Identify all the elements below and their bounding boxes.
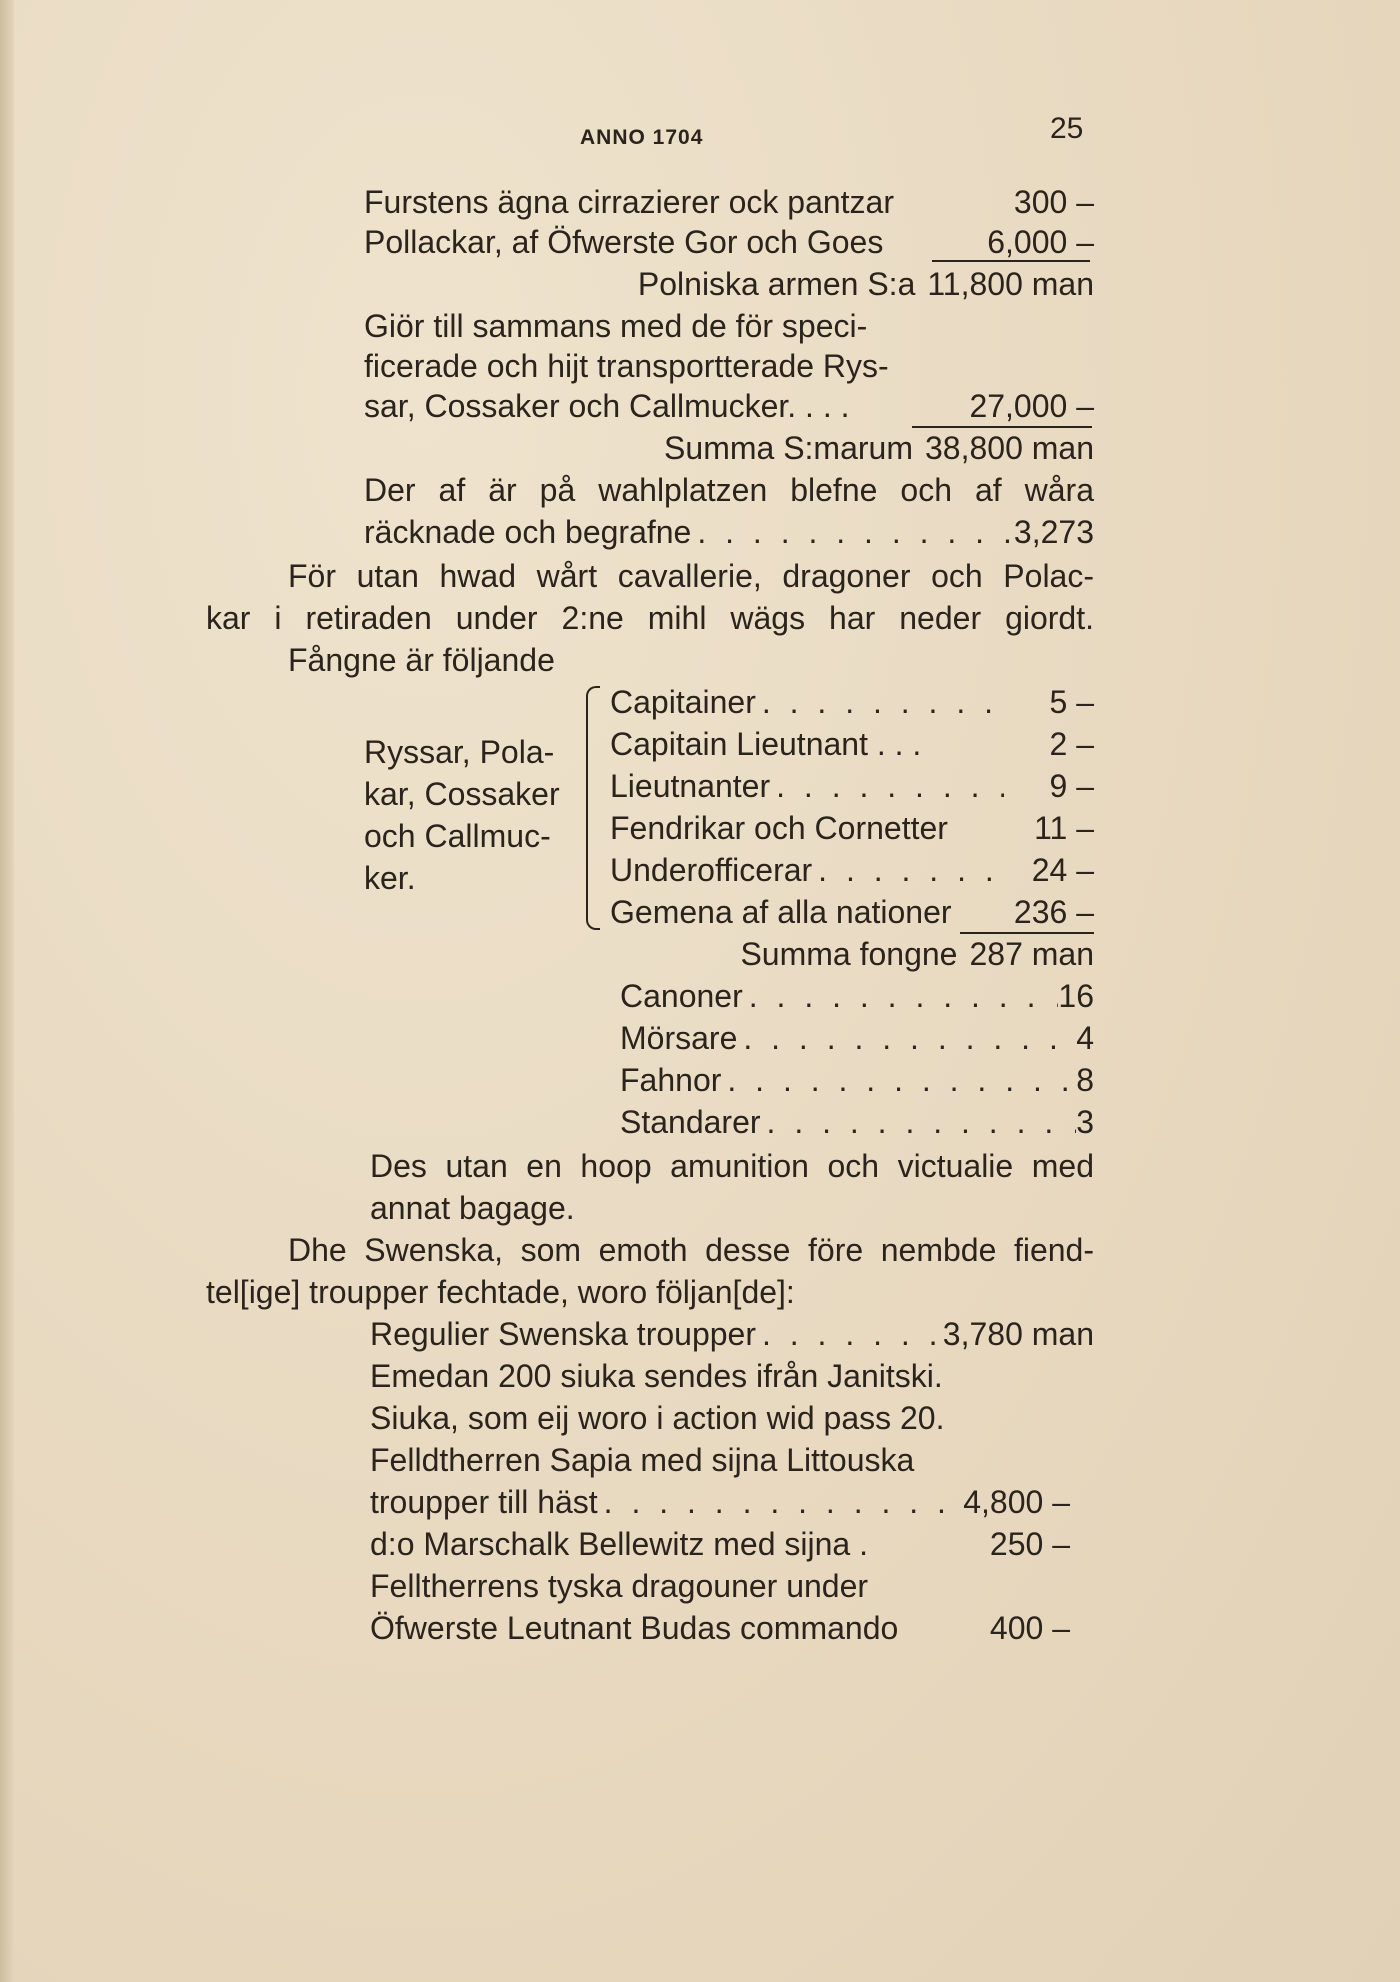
text-line: ficerade och hijt transportterade Rys- xyxy=(364,348,889,384)
text-line: annat bagage. xyxy=(370,1190,575,1226)
text-line: Felldtherren Sapia med sijna Littouska xyxy=(370,1442,915,1478)
group-label-line: kar, Cossaker xyxy=(364,776,560,812)
group-label-line: Ryssar, Pola- xyxy=(364,734,555,770)
page-spine-shadow xyxy=(0,0,14,1982)
prisoners-intro: Fångne är följande xyxy=(288,642,555,678)
group-label-line: ker. xyxy=(364,860,416,896)
captured-row: Canoner . . . 16 xyxy=(620,976,1094,1016)
prisoner-row: Capitainer . . . 5 – xyxy=(610,682,1094,722)
captured-row: Standarer . . . 3 xyxy=(620,1102,1094,1142)
text-line: Dhe Swenska, som emoth desse före nembde fiend- xyxy=(288,1232,1094,1268)
swedish-row: Öfwerste Leutnant Budas commando 400 – xyxy=(370,1610,1070,1646)
russian-row: sar, Cossaker och Callmucker. . . . 27,000 – xyxy=(364,388,1094,424)
polish-total-row: Polniska armen S:a 11,800 man xyxy=(637,266,1094,302)
group-brace xyxy=(586,686,600,930)
swedish-row: troupper till häst . . . 4,800 – xyxy=(370,1482,1070,1522)
group-label-line: och Callmuc- xyxy=(364,818,551,854)
captured-row: Mörsare . . . 4 xyxy=(620,1018,1094,1058)
text-line: Emedan 200 siuka sendes ifrån Janitski. xyxy=(370,1358,943,1394)
prisoner-row: Lieutnanter . . . 9 – xyxy=(610,766,1094,806)
text-line: Felltherrens tyska dragouner under xyxy=(370,1568,869,1604)
prisoner-row: Fendrikar och Cornetter 11 – xyxy=(610,810,1094,846)
polish-force-row: Pollackar, af Öfwerste Gor och Goes 6,000 – xyxy=(364,224,1094,260)
captured-row: Fahnor . . . 8 xyxy=(620,1060,1094,1100)
text-line: Giör till sammans med de för speci- xyxy=(364,308,868,344)
text-line: tel[ige] troupper fechtade, woro följan[de]: xyxy=(206,1274,795,1310)
running-title: ANNO 1704 xyxy=(580,126,704,149)
swedish-row: d:o Marschalk Bellewitz med sijna . 250 – xyxy=(370,1526,1070,1562)
text-line: Der af är på wahlplatzen blefne och af wåra xyxy=(364,472,1094,508)
polish-force-row: Furstens ägna cirrazierer ock pantzar 300 – xyxy=(364,184,1094,220)
text-line: Siuka, som eij woro i action wid pass 20. xyxy=(370,1400,945,1436)
prisoners-total-row: Summa fongne 287 man xyxy=(740,936,1094,972)
killed-row: räcknade och begrafne . . . 3,273 xyxy=(364,512,1094,552)
page-number: 25 xyxy=(1050,112,1084,145)
text-line: För utan hwad wårt cavallerie, dragoner och Polac- xyxy=(288,558,1094,594)
swedish-row: Regulier Swenska troupper . . . 3,780 man xyxy=(370,1314,1094,1354)
summa-total-row: Summa S:marum 38,800 man xyxy=(664,430,1094,466)
text-line: Des utan en hoop amunition och victualie med xyxy=(370,1148,1094,1184)
prisoner-row: Gemena af alla nationer 236 – xyxy=(610,894,1094,930)
prisoner-row: Underofficerar . . . 24 – xyxy=(610,850,1094,890)
sum-rule xyxy=(932,260,1090,262)
text-line: kar i retiraden under 2:ne mihl wägs har neder giordt. xyxy=(206,600,1094,636)
prisoner-row: Capitain Lieutnant . . . 2 – xyxy=(610,726,1094,762)
